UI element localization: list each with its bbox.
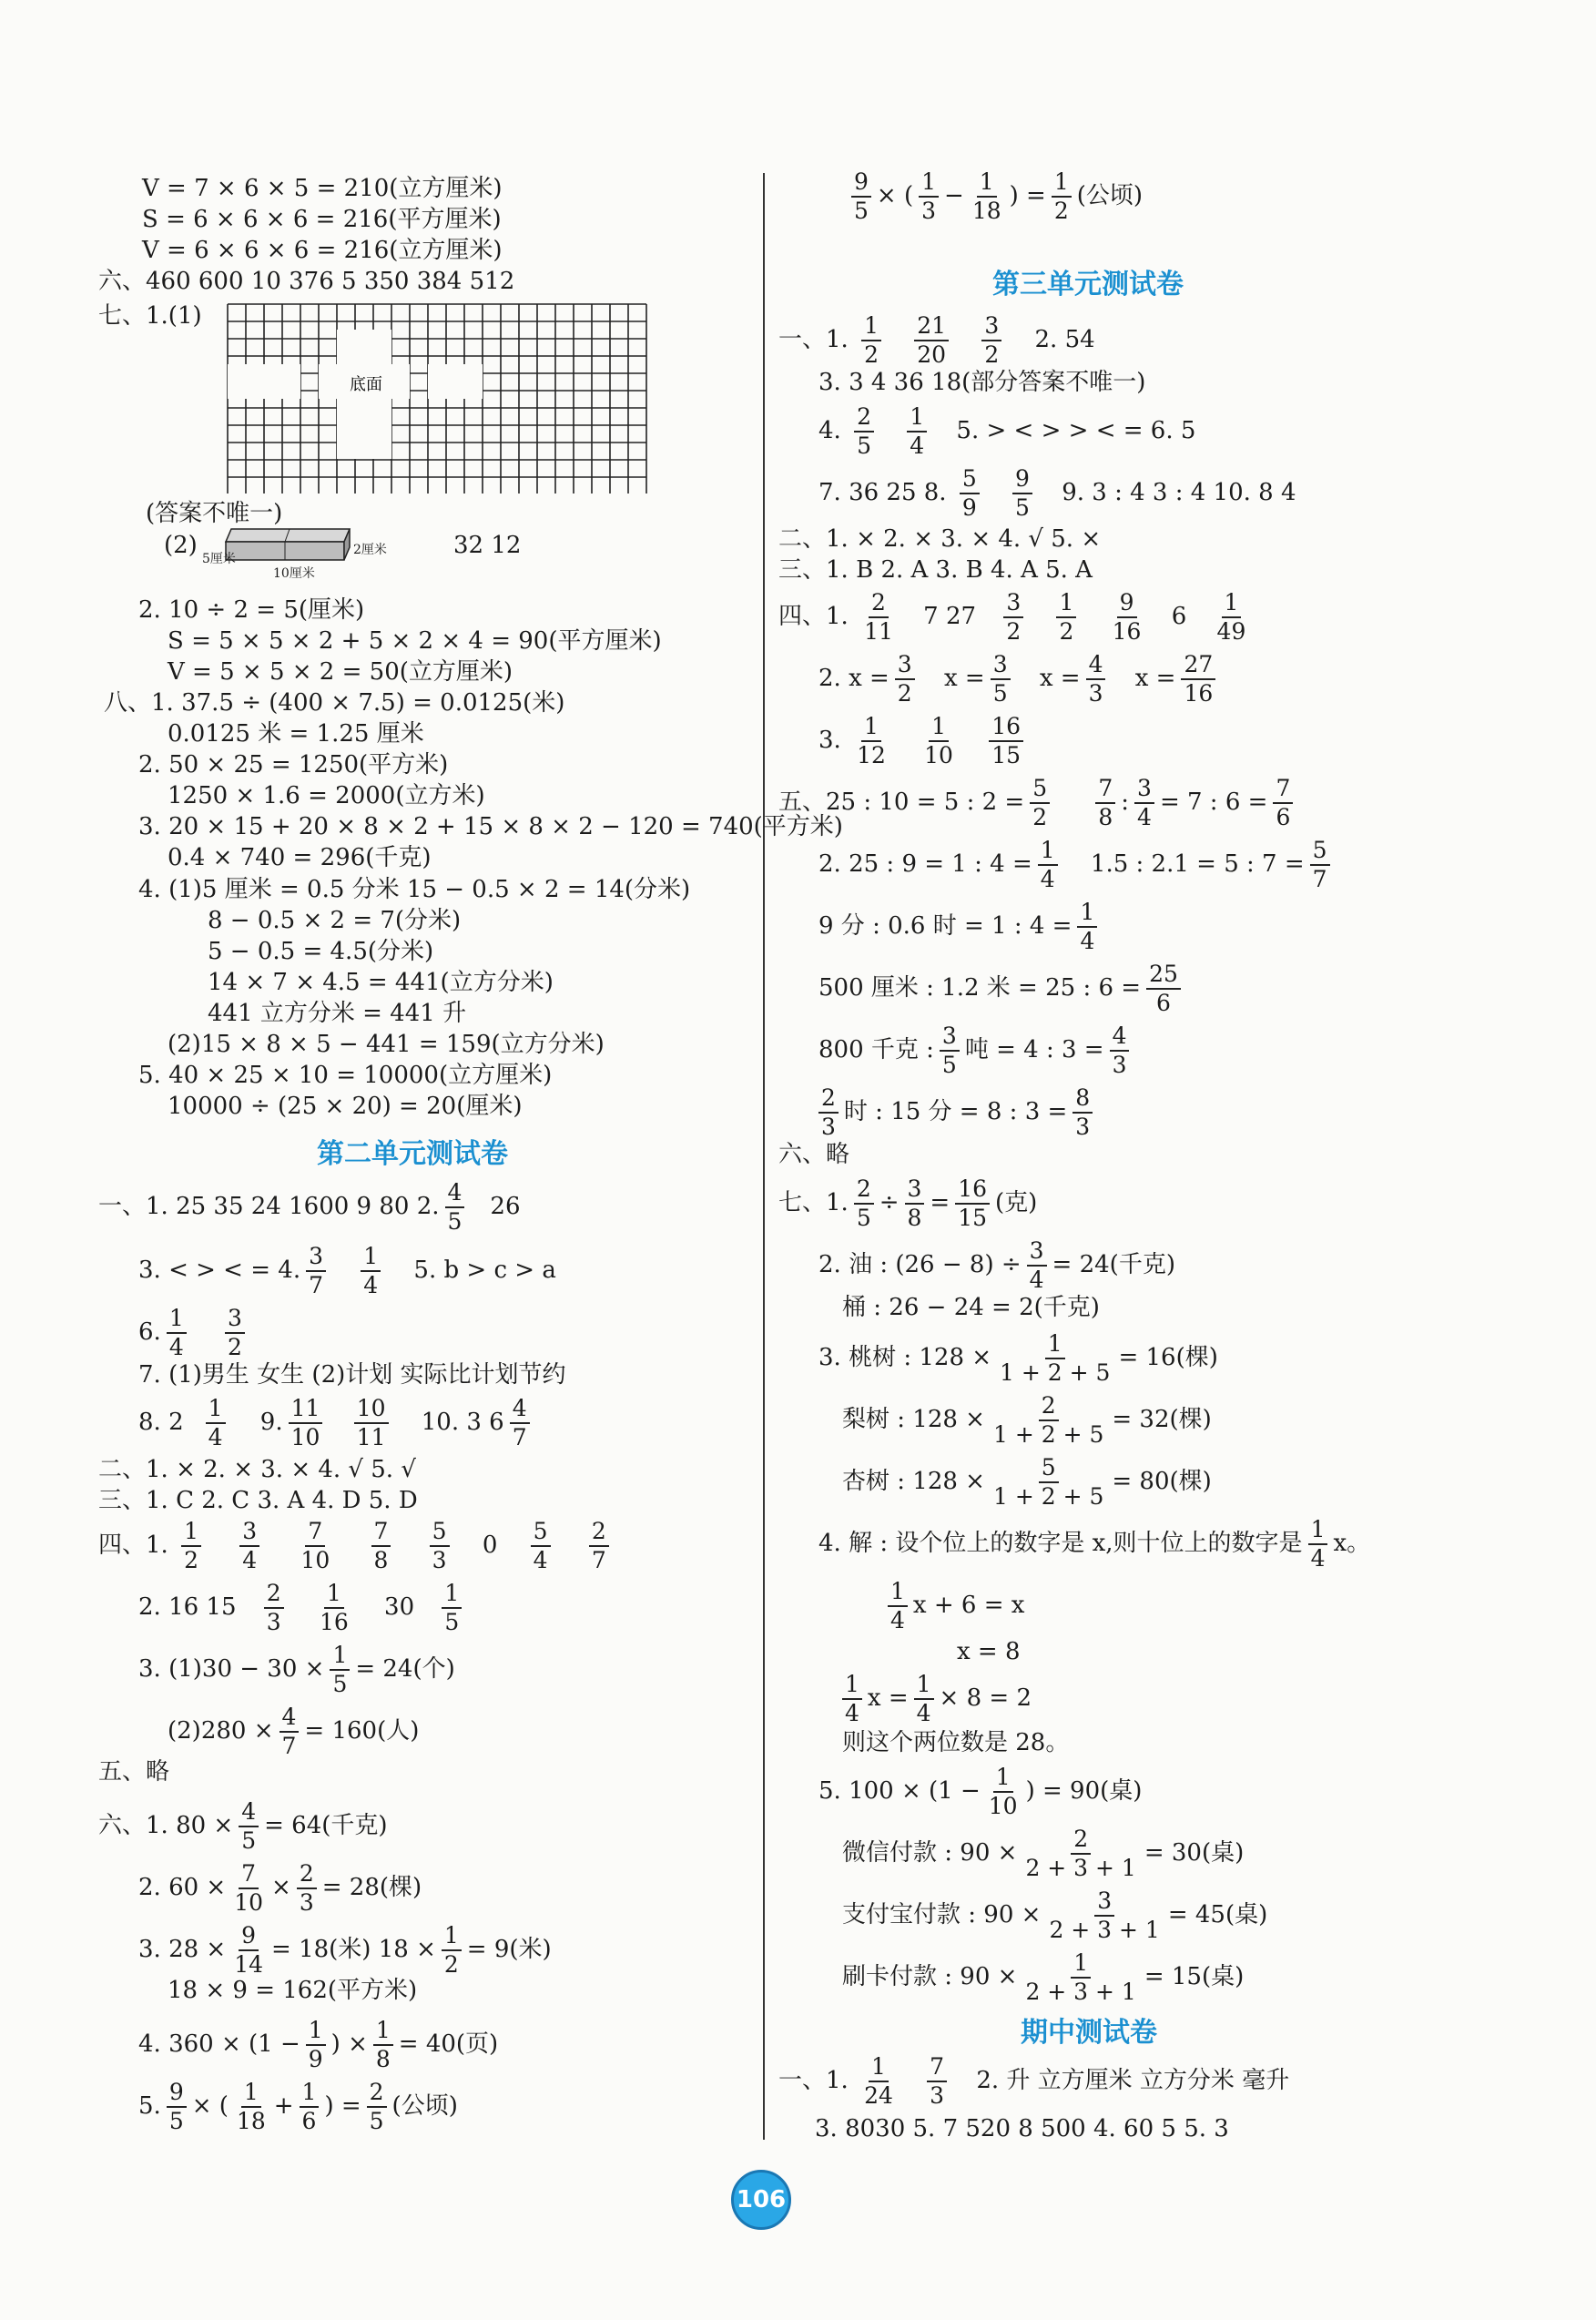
fraction: $\frac{1}{4}$ <box>888 1578 908 1634</box>
section-heading: 期中测试卷 <box>1021 2017 1157 2049</box>
fraction: $\frac{5}{7}$ <box>1310 837 1330 893</box>
answer-line: 5. 40 × 25 × 10 = 10000(立方厘米) <box>138 1062 553 1089</box>
answer-line: 五、略 <box>98 1758 170 1786</box>
answer-line: 3. 桃树 : 128 × $\frac{1}{1 + 2 + 5}$ = 16(棵) <box>818 1330 1218 1386</box>
fraction: $\frac{2}{3}$ <box>264 1580 284 1636</box>
answer-line: 刷卡付款 : 90 × $\frac{1}{2 + 3 + 1}$ = 15(桌) <box>842 1949 1245 2005</box>
grid-label: 底面 <box>350 375 382 394</box>
fraction: $\frac{2}{5}$ <box>854 1175 874 1232</box>
fraction: $\frac{1}{1 + 2 + 5}$ <box>1000 1330 1111 1386</box>
fraction: $\frac{5}{1 + 2 + 5}$ <box>992 1454 1104 1510</box>
fraction: $\frac{2}{5}$ <box>367 2079 387 2135</box>
answer-line: 4. $\frac{2}{5}$ $\frac{1}{4}$ 5. > < > > < = 6. 5 <box>818 403 1196 459</box>
answer-line: 32 12 <box>453 532 522 559</box>
fraction: $\frac{7}{8}$ <box>371 1518 391 1574</box>
fraction: $\frac{21}{20}$ <box>914 312 949 369</box>
fraction: $\frac{1}{4}$ <box>1038 837 1058 893</box>
answer-line: 七、1.(1) <box>98 302 202 330</box>
fraction: $\frac{2}{2 + 3 + 1}$ <box>1025 1826 1136 1881</box>
answer-line: 2. 10 ÷ 2 = 5(厘米) <box>138 596 365 624</box>
answer-line: 3. 8030 5. 7 520 8 500 4. 60 5 5. 3 <box>815 2115 1229 2142</box>
fraction: $\frac{1}{4}$ <box>907 403 927 460</box>
answer-line: 10000 ÷ (25 × 20) = 20(厘米) <box>168 1093 523 1120</box>
answer-line: 一、1. $\frac{1}{24}$ $\frac{7}{3}$ 2. 升 立方厘米 立方分米 毫升 <box>778 2053 1290 2109</box>
answer-line: 3. 28 × $\frac{9}{14}$ = 18(米) 18 × $\frac{1}{2}$ = 9(米) <box>138 1922 552 1978</box>
page-number-badge: 106 <box>731 2170 791 2230</box>
answer-line: (2)15 × 8 × 5 − 441 = 159(立方分米) <box>168 1031 605 1058</box>
answer-line: x = 8 <box>957 1638 1021 1665</box>
answer-line: 一、1. 25 35 24 1600 9 80 2. $\frac{4}{5}$ 26 <box>98 1179 521 1235</box>
fraction: $\frac{1}{8}$ <box>373 2017 393 2073</box>
fraction: $\frac{5}{3}$ <box>430 1518 450 1574</box>
answer-line: 六、1. 80 × $\frac{4}{5}$ = 64(千克) <box>98 1798 388 1854</box>
fraction: $\frac{1}{9}$ <box>306 2017 326 2073</box>
answer-line: 三、1. C 2. C 3. A 4. D 5. D <box>98 1487 418 1514</box>
fraction: $\frac{3}{2}$ <box>225 1305 245 1361</box>
answer-line: 四、1. $\frac{1}{2}$ $\frac{3}{4}$ $\frac{7}{10}$ $\frac{7}{8}$ $\frac{5}{3}$ 0 $\frac{5}{4}$ $\frac{2}{7}$ <box>98 1518 615 1574</box>
fraction: $\frac{1}{2}$ <box>442 1922 462 1979</box>
fraction: $\frac{7}{10}$ <box>234 1860 264 1916</box>
answer-line: 5. $\frac{9}{5}$ × ( $\frac{1}{18}$ + $\frac{1}{6}$ ) = $\frac{2}{5}$ (公顷) <box>138 2079 458 2134</box>
fraction: $\frac{9}{14}$ <box>234 1922 264 1978</box>
fraction: $\frac{1}{4}$ <box>206 1395 226 1451</box>
section-heading: 第三单元测试卷 <box>992 269 1184 300</box>
fraction: $\frac{3}{8}$ <box>905 1175 925 1232</box>
fraction: $\frac{1}{2}$ <box>1056 589 1076 646</box>
fraction: $\frac{5}{9}$ <box>960 465 980 522</box>
fraction: $\frac{9}{5}$ <box>167 2079 187 2135</box>
fraction: $\frac{7}{10}$ <box>300 1518 330 1573</box>
fraction: $\frac{1}{12}$ <box>857 713 886 768</box>
fraction: $\frac{3}{2}$ <box>1003 589 1023 646</box>
fraction: $\frac{10}{11}$ <box>354 1395 389 1451</box>
fraction: $\frac{1}{5}$ <box>330 1642 350 1698</box>
fraction: $\frac{1}{2}$ <box>861 312 881 369</box>
answer-line: 支付宝付款 : 90 × $\frac{3}{2 + 3 + 1}$ = 45(桌) <box>842 1888 1268 1943</box>
cuboid-length-label: 10厘米 <box>273 566 315 581</box>
fraction: $\frac{1}{2 + 3 + 1}$ <box>1025 1949 1136 2005</box>
answer-line: 2. 16 15 $\frac{2}{3}$ $\frac{1}{16}$ 30 $\frac{1}{5}$ <box>138 1580 467 1636</box>
fraction: $\frac{2}{11}$ <box>864 589 893 645</box>
answer-line: 四、1. $\frac{2}{11}$ 7 27 $\frac{3}{2}$ $\frac{1}{2}$ $\frac{9}{16}$ 6 $\frac{1}{49}$ <box>778 589 1254 646</box>
answer-line: 杏树 : 128 × $\frac{5}{1 + 2 + 5}$ = 80(棵) <box>842 1454 1212 1510</box>
answer-line: V = 6 × 6 × 6 = 216(立方厘米) <box>142 237 503 264</box>
answer-line: 1250 × 1.6 = 2000(立方米) <box>168 782 485 809</box>
fraction: $\frac{2}{1 + 2 + 5}$ <box>992 1392 1104 1448</box>
answer-line: 3. 3 4 36 18(部分答案不唯一) <box>818 369 1146 396</box>
answer-line: 梨树 : 128 × $\frac{2}{1 + 2 + 5}$ = 32(棵) <box>842 1392 1212 1448</box>
answer-line: $\frac{1}{4}$ x = $\frac{1}{4}$ × 8 = 2 <box>842 1671 1032 1727</box>
fraction: $\frac{7}{8}$ <box>1095 775 1115 831</box>
fraction: $\frac{2}{3}$ <box>818 1084 839 1141</box>
answer-line: 一、1. $\frac{1}{2}$ $\frac{21}{20}$ $\frac{3}{2}$ 2. 54 <box>778 312 1095 368</box>
fraction: $\frac{1}{2}$ <box>1052 168 1072 225</box>
answer-line: 441 立方分米 = 441 升 <box>208 1000 467 1027</box>
answer-line: 18 × 9 = 162(平方米) <box>168 1977 418 2004</box>
fraction: $\frac{3}{2}$ <box>895 651 915 707</box>
fraction: $\frac{9}{5}$ <box>1012 465 1032 522</box>
answer-line: 3. 20 × 15 + 20 × 8 × 2 + 15 × 8 × 2 − 120 = 740(平方米) <box>138 813 843 840</box>
fraction: $\frac{5}{2}$ <box>1030 775 1050 831</box>
fraction: $\frac{2}{3}$ <box>297 1860 317 1917</box>
answer-line: S = 6 × 6 × 6 = 216(平方厘米) <box>142 206 502 233</box>
net-grid-svg <box>209 300 648 494</box>
answer-line: 八、1. 37.5 ÷ (400 × 7.5) = 0.0125(米) <box>104 689 565 717</box>
fraction: $\frac{1}{4}$ <box>167 1305 187 1361</box>
answer-line: 桶 : 26 − 24 = 2(千克) <box>842 1294 1100 1321</box>
answer-line: (2) <box>164 532 198 559</box>
fraction: $\frac{1}{4}$ <box>1077 899 1097 955</box>
fraction: $\frac{3}{4}$ <box>1134 775 1154 831</box>
column-divider <box>763 173 765 2140</box>
answer-line: 7. (1)男生 女生 (2)计划 实际比计划节约 <box>138 1361 566 1389</box>
cuboid-width-label: 5厘米 <box>202 552 236 566</box>
answer-line: 七、1. $\frac{2}{5}$ ÷ $\frac{3}{8}$ = $\frac{16}{15}$ (克) <box>778 1175 1038 1231</box>
cuboid-height-label: 2厘米 <box>353 543 387 557</box>
fraction: $\frac{25}{6}$ <box>1146 961 1181 1017</box>
fraction: $\frac{11}{10}$ <box>289 1395 323 1451</box>
fraction: $\frac{3}{5}$ <box>991 651 1011 707</box>
answer-line: 0.0125 米 = 1.25 厘米 <box>168 720 424 748</box>
answer-line: 5. 100 × (1 − $\frac{1}{10}$ ) = 90(桌) <box>818 1764 1143 1819</box>
fraction: $\frac{1}{4}$ <box>361 1243 381 1299</box>
fraction: $\frac{3}{2}$ <box>981 312 1001 369</box>
answer-line: $\frac{2}{3}$ 时 : 15 分 = 8 : 3 = $\frac{8}{3}$ <box>818 1084 1098 1141</box>
fraction: $\frac{9}{5}$ <box>851 168 871 225</box>
answer-line: 3. < > < = 4. $\frac{3}{7}$ $\frac{1}{4}$ 5. b > c > a <box>138 1243 556 1298</box>
fraction: $\frac{4}{5}$ <box>239 1798 259 1855</box>
answer-line: 二、1. × 2. × 3. × 4. √ 5. √ <box>98 1456 416 1483</box>
fraction: $\frac{1}{2}$ <box>181 1518 201 1574</box>
answer-line: 3. (1)30 − 30 × $\frac{1}{5}$ = 24(个) <box>138 1642 455 1697</box>
fraction: $\frac{16}{15}$ <box>955 1175 990 1232</box>
fraction: $\frac{7}{6}$ <box>1273 775 1293 831</box>
fraction: $\frac{1}{3}$ <box>919 168 939 225</box>
answer-line: 则这个两位数是 28。 <box>842 1729 1070 1756</box>
fraction: $\frac{4}{7}$ <box>280 1704 300 1760</box>
net-grid-figure <box>209 300 648 497</box>
fraction: $\frac{1}{4}$ <box>914 1671 934 1727</box>
fraction: $\frac{1}{5}$ <box>442 1580 462 1636</box>
answer-line: V = 5 × 5 × 2 = 50(立方厘米) <box>168 658 513 686</box>
answer-line: 五、25 : 10 = 5 : 2 = $\frac{5}{2}$ $\frac{7}{8}$ : $\frac{3}{4}$ = 7 : 6 = $\frac{7}{6}$ <box>778 775 1298 831</box>
answer-line: V = 7 × 6 × 5 = 210(立方厘米) <box>142 175 503 202</box>
answer-line: (答案不唯一) <box>146 500 283 527</box>
answer-line: 800 千克 : $\frac{3}{5}$ 吨 = 4 : 3 = $\frac{4}{3}$ <box>818 1023 1134 1079</box>
fraction: $\frac{8}{3}$ <box>1072 1084 1093 1141</box>
fraction: $\frac{16}{15}$ <box>989 713 1023 769</box>
fraction: $\frac{5}{4}$ <box>531 1518 551 1574</box>
answer-line: 2. 25 : 9 = 1 : 4 = $\frac{1}{4}$ 1.5 : 2.1 = 5 : 7 = $\frac{5}{7}$ <box>818 837 1336 893</box>
answer-line: 3. $\frac{1}{12}$ $\frac{1}{10}$ $\frac{16}{15}$ <box>818 713 1029 769</box>
answer-line: 8. 2 $\frac{1}{4}$ 9. $\frac{11}{10}$ $\frac{10}{11}$ 10. 3 6 $\frac{4}{7}$ <box>138 1395 535 1451</box>
answer-line: 14 × 7 × 4.5 = 441(立方分米) <box>208 969 554 996</box>
fraction: $\frac{1}{18}$ <box>971 168 1001 224</box>
answer-line: 2. 50 × 25 = 1250(平方米) <box>138 751 449 778</box>
answer-line: (2)280 × $\frac{4}{7}$ = 160(人) <box>168 1704 420 1759</box>
answer-line: 2. x = $\frac{3}{2}$ x = $\frac{3}{5}$ x = $\frac{4}{3}$ x = $\frac{27}{16}$ <box>818 651 1221 707</box>
fraction: $\frac{1}{16}$ <box>319 1580 349 1635</box>
fraction: $\frac{4}{3}$ <box>1086 651 1106 707</box>
answer-line: 三、1. B 2. A 3. B 4. A 5. A <box>778 556 1093 584</box>
fraction: $\frac{1}{4}$ <box>1308 1516 1328 1572</box>
answer-line: 500 厘米 : 1.2 米 = 25 : 6 = $\frac{25}{6}$ <box>818 961 1186 1017</box>
answer-line: 六、略 <box>778 1141 850 1168</box>
fraction: $\frac{4}{7}$ <box>510 1395 530 1451</box>
answer-line: 六、460 600 10 376 5 350 384 512 <box>98 268 515 295</box>
answer-line: $\frac{9}{5}$ × ( $\frac{1}{3}$ − $\frac{1}{18}$ ) = $\frac{1}{2}$ (公顷) <box>846 168 1143 225</box>
fraction: $\frac{1}{18}$ <box>236 2079 266 2134</box>
fraction: $\frac{1}{10}$ <box>988 1764 1018 1819</box>
fraction: $\frac{7}{3}$ <box>927 2053 947 2110</box>
fraction: $\frac{9}{16}$ <box>1112 589 1142 645</box>
fraction: $\frac{1}{4}$ <box>842 1671 862 1727</box>
answer-line: 微信付款 : 90 × $\frac{2}{2 + 3 + 1}$ = 30(桌) <box>842 1826 1245 1881</box>
fraction: $\frac{4}{3}$ <box>1110 1023 1130 1079</box>
fraction: $\frac{2}{5}$ <box>854 403 874 460</box>
answer-line: 2. 油 : (26 − 8) ÷ $\frac{3}{4}$ = 24(千克) <box>818 1237 1175 1293</box>
answer-line: 6. $\frac{1}{4}$ $\frac{3}{2}$ <box>138 1305 250 1361</box>
section-heading: 第二单元测试卷 <box>317 1138 508 1170</box>
fraction: $\frac{1}{49}$ <box>1216 589 1246 645</box>
answer-line: 7. 36 25 8. $\frac{5}{9}$ $\frac{9}{5}$ 9. 3 : 4 3 : 4 10. 8 4 <box>818 465 1296 521</box>
answer-line: 4. 360 × (1 − $\frac{1}{9}$ ) × $\frac{1}{8}$ = 40(页) <box>138 2017 499 2072</box>
answer-line: S = 5 × 5 × 2 + 5 × 2 × 4 = 90(平方厘米) <box>168 627 662 655</box>
answer-line: $\frac{1}{4}$ x + 6 = x <box>888 1578 1024 1634</box>
answer-line: 0.4 × 740 = 296(千克) <box>168 844 432 871</box>
fraction: $\frac{3}{7}$ <box>306 1243 326 1299</box>
fraction: $\frac{3}{5}$ <box>940 1023 960 1079</box>
cuboid-figure <box>202 522 390 581</box>
fraction: $\frac{2}{7}$ <box>589 1518 609 1574</box>
answer-line: 8 − 0.5 × 2 = 7(分米) <box>208 907 462 934</box>
fraction: $\frac{1}{24}$ <box>864 2053 893 2109</box>
fraction: $\frac{3}{4}$ <box>1027 1237 1047 1294</box>
answer-line: 2. 60 × $\frac{7}{10}$ × $\frac{2}{3}$ = 28(棵) <box>138 1860 422 1916</box>
fraction: $\frac{4}{5}$ <box>445 1179 465 1236</box>
answer-line: 二、1. × 2. × 3. × 4. √ 5. × <box>778 525 1102 553</box>
fraction: $\frac{1}{10}$ <box>924 713 953 768</box>
answer-line: 4. 解 : 设个位上的数字是 x,则十位上的数字是 $\frac{1}{4}$ x。 <box>818 1516 1371 1572</box>
fraction: $\frac{3}{4}$ <box>239 1518 259 1574</box>
fraction: $\frac{1}{6}$ <box>300 2079 320 2135</box>
answer-line: 9 分 : 0.6 时 = 1 : 4 = $\frac{1}{4}$ <box>818 899 1103 955</box>
fraction: $\frac{3}{2 + 3 + 1}$ <box>1049 1888 1160 1943</box>
fraction: $\frac{27}{16}$ <box>1181 651 1215 707</box>
answer-line: 5 − 0.5 = 4.5(分米) <box>208 938 434 965</box>
answer-line: 4. (1)5 厘米 = 0.5 分米 15 − 0.5 × 2 = 14(分米) <box>138 876 691 903</box>
